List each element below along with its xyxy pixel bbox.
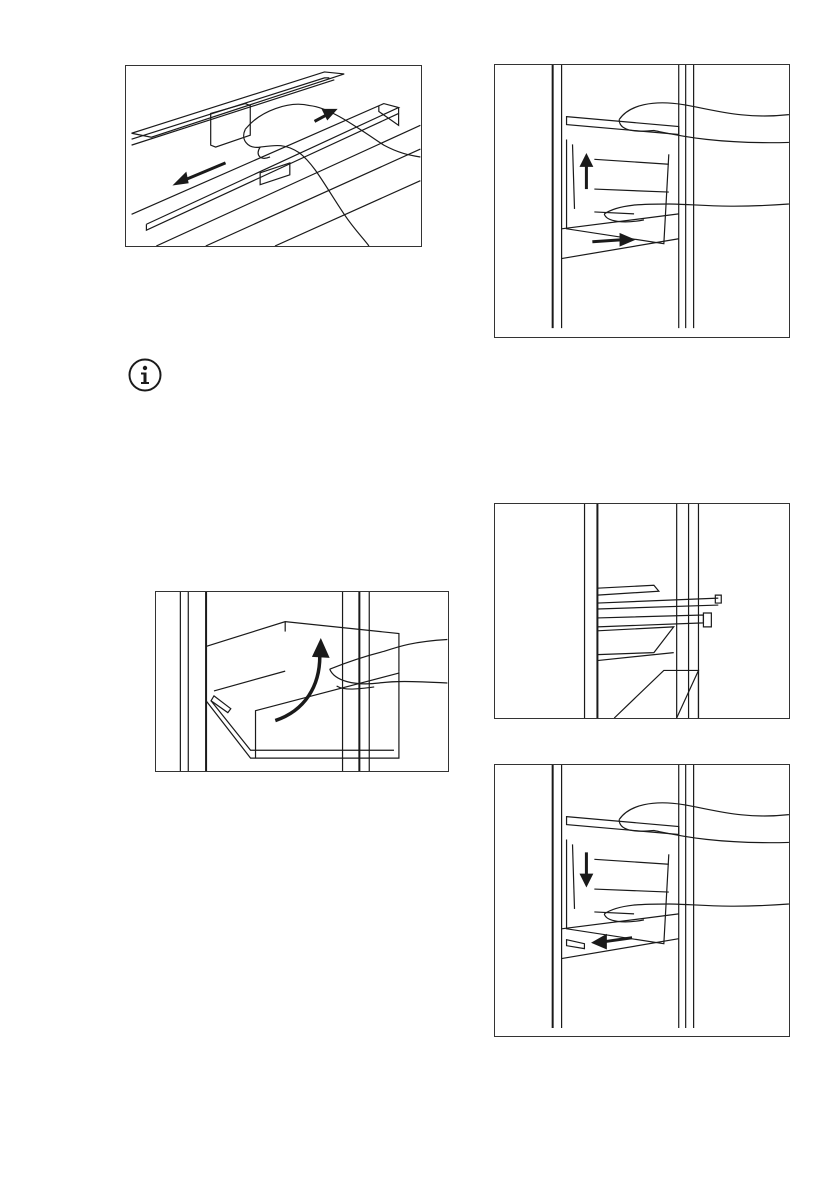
freezer-drawer-remove-illustration [494, 64, 790, 338]
freezer-drawer-remove-drawing [495, 65, 789, 337]
shelf-slide-drawing [126, 66, 421, 246]
rails-extended-drawing [495, 504, 789, 718]
shelf-slide-illustration [125, 65, 422, 247]
info-icon [128, 358, 162, 392]
freezer-drawer-insert-drawing [495, 765, 789, 1036]
freezer-drawer-insert-illustration [494, 764, 790, 1037]
drawer-lift-illustration [155, 591, 449, 772]
rails-extended-illustration [494, 503, 790, 719]
drawer-lift-drawing [156, 592, 448, 771]
